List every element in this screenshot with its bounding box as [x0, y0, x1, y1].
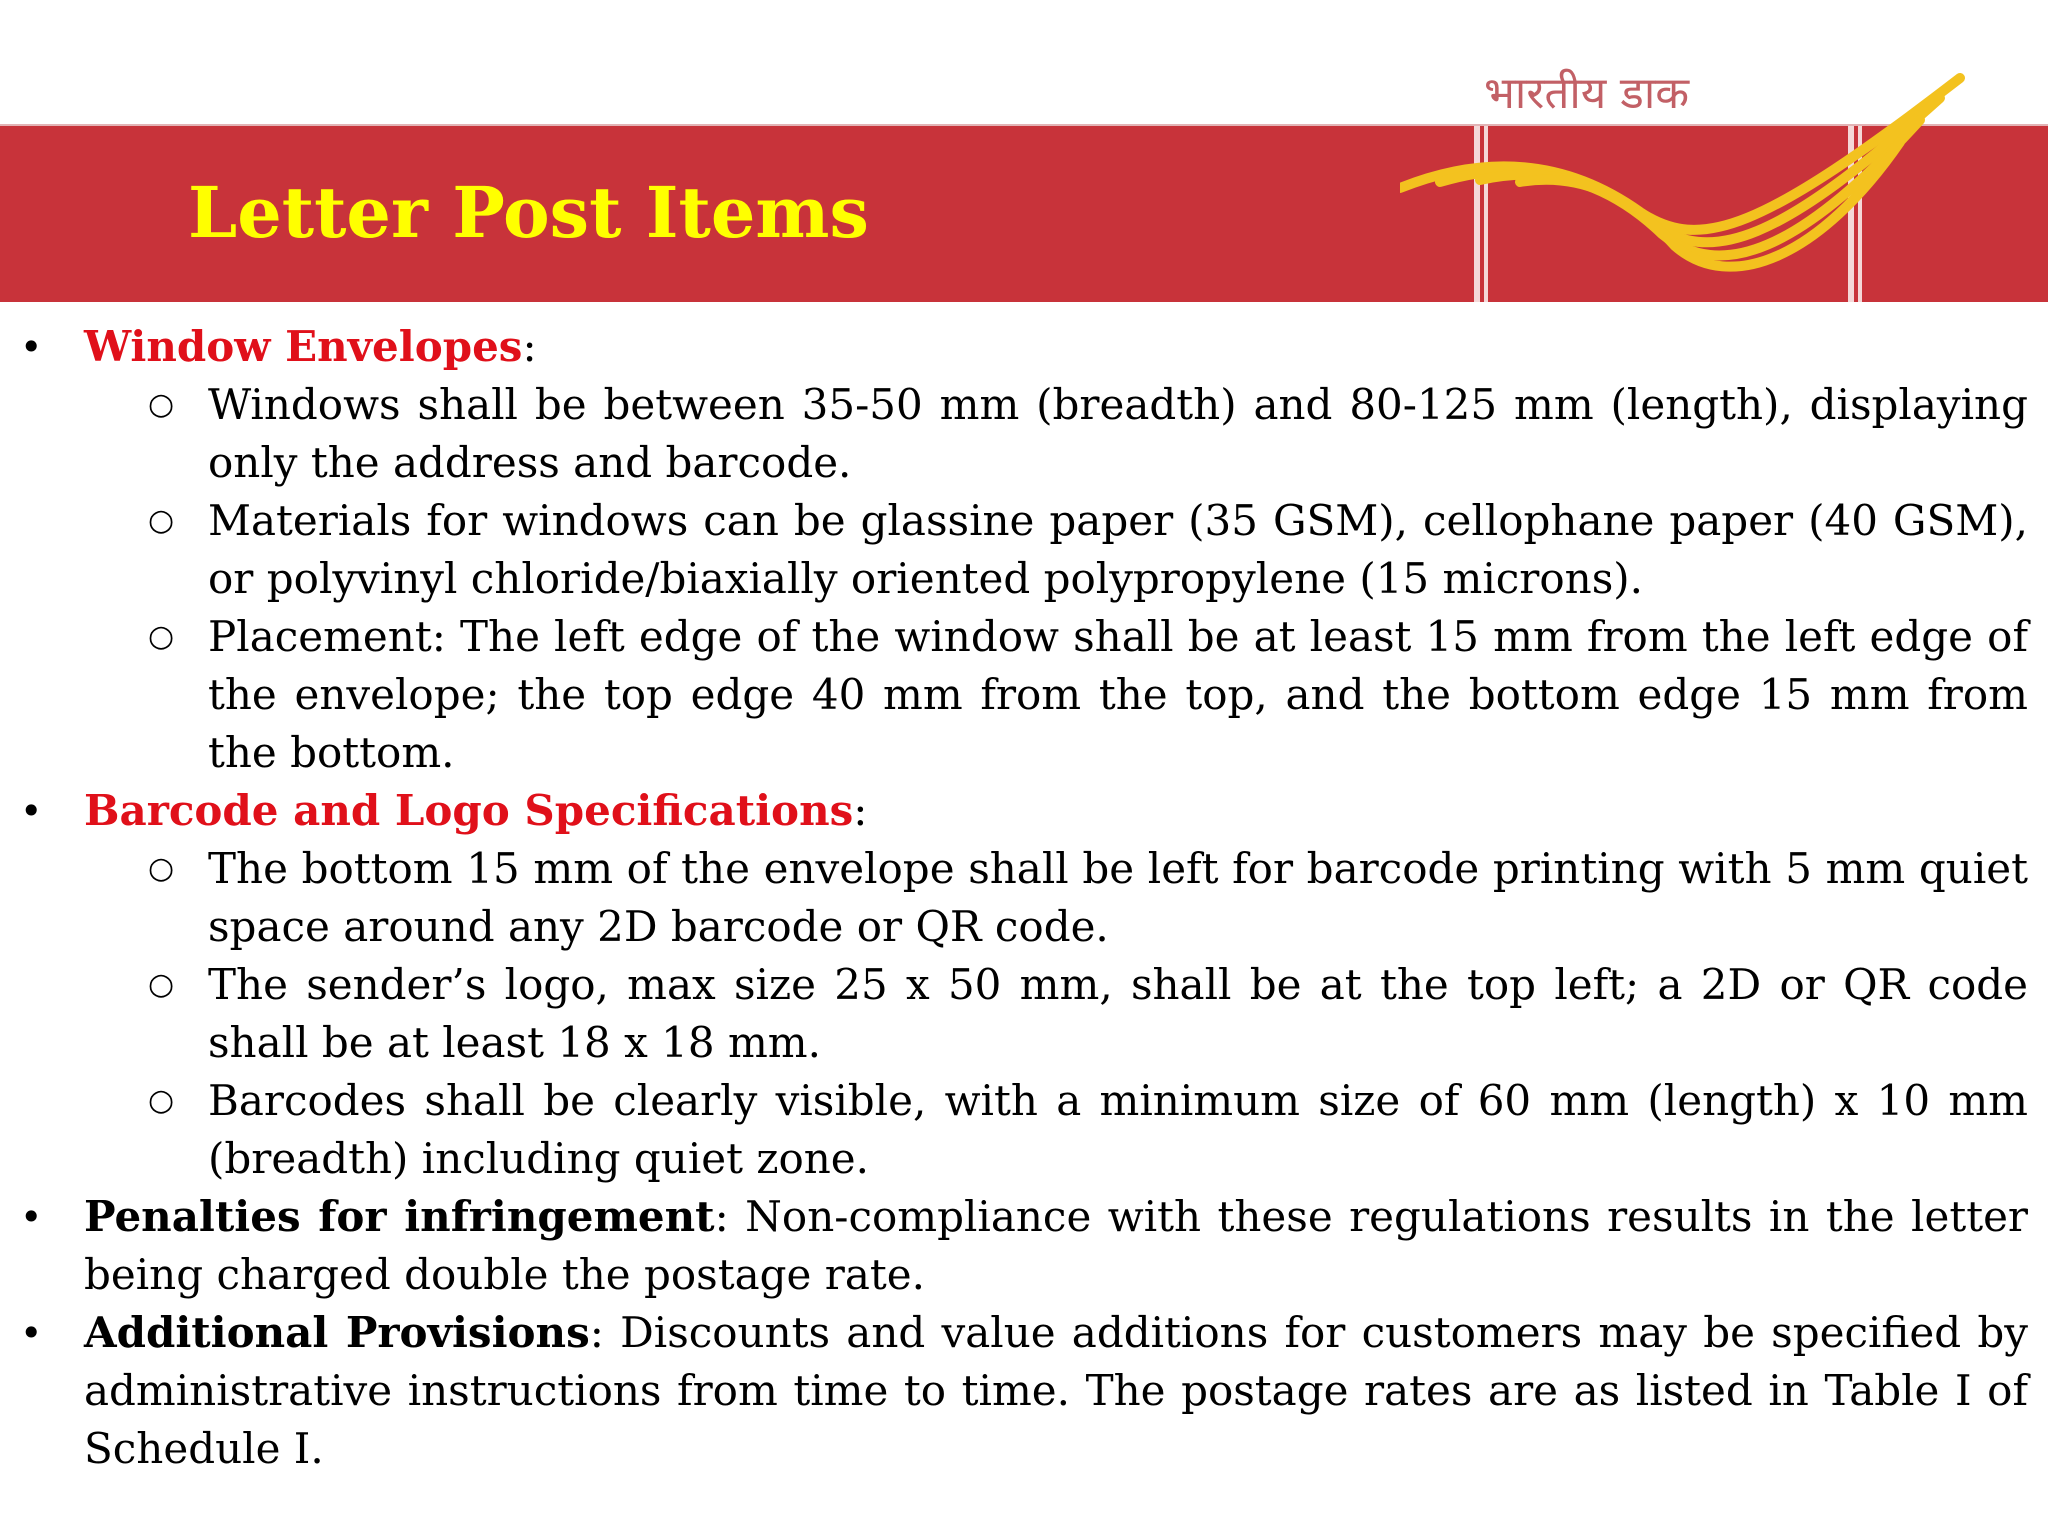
list-item-penalties [20, 1188, 2028, 1304]
india-post-logo-text: भारतीय डाक [1484, 68, 1690, 119]
bullet-icon: • [20, 789, 43, 833]
list-item-additional-provisions [20, 1304, 2028, 1478]
sub-item-text: The bottom 15 mm of the envelope shall be left for barcode printing with 5 mm quiet space around any 2D barcode or QR code. [208, 844, 2028, 951]
bullet-icon: • [20, 325, 43, 369]
sub-item-text: Materials for windows can be glassine paper (35 GSM), cellophane paper (40 GSM), or polyvinyl chloride/biaxially oriented polypropylene (15 microns). [208, 496, 2028, 603]
item-text: Non-compliance with these regulations results in the letter being charged double the postage rate. [84, 1192, 2029, 1299]
sub-list-item [142, 1072, 2028, 1188]
heading-colon: : [522, 322, 537, 371]
sub-item-text: The sender’s logo, max size 25 x 50 mm, shall be at the top left; a 2D or QR code shall be at least 18 x 18 mm. [208, 960, 2028, 1067]
heading-colon: : [853, 786, 868, 835]
heading-colon: : [589, 1308, 604, 1357]
circle-bullet-icon: ○ [148, 967, 175, 1002]
sub-item-text: Barcodes shall be clearly visible, with a minimum size of 60 mm (length) x 10 mm (breadth) including quiet zone. [208, 1076, 2028, 1183]
circle-bullet-icon: ○ [148, 1083, 175, 1118]
bullet-icon: • [20, 1195, 43, 1239]
list-item-barcode-logo [20, 782, 2028, 1188]
circle-bullet-icon: ○ [148, 387, 175, 422]
sub-list-item [142, 608, 2028, 782]
slide-title: Letter Post Items [188, 171, 869, 254]
sub-item-text: Windows shall be between 35-50 mm (breadth) and 80-125 mm (length), displaying only the address and barcode. [208, 380, 2028, 487]
circle-bullet-icon: ○ [148, 619, 175, 654]
item-text: Discounts and value additions for customers may be specified by administrative instructions from time to time. The postage rates are as listed in Table I of Schedule I. [84, 1308, 2028, 1473]
sub-list [84, 376, 2028, 782]
list-item-window-envelopes [20, 318, 2028, 782]
sub-item-text: Placement: The left edge of the window shall be at least 15 mm from the left edge of the envelope; the top edge 40 mm from the top, and the bottom edge 15 mm from the bottom. [208, 612, 2028, 777]
section-heading: Window Envelopes [84, 322, 523, 371]
section-heading: Barcode and Logo Specifications [84, 786, 854, 835]
sub-list-item [142, 492, 2028, 608]
circle-bullet-icon: ○ [148, 503, 175, 538]
bullet-list [20, 318, 2028, 1478]
circle-bullet-icon: ○ [148, 851, 175, 886]
sub-list-item [142, 840, 2028, 956]
sub-list-item [142, 956, 2028, 1072]
slide-body [20, 318, 2028, 1478]
bullet-icon: • [20, 1311, 43, 1355]
sub-list-item [142, 376, 2028, 492]
heading-colon: : [714, 1192, 729, 1241]
section-heading: Penalties for infringement [84, 1192, 715, 1241]
sub-list [84, 840, 2028, 1188]
section-heading: Additional Provisions [84, 1308, 590, 1357]
